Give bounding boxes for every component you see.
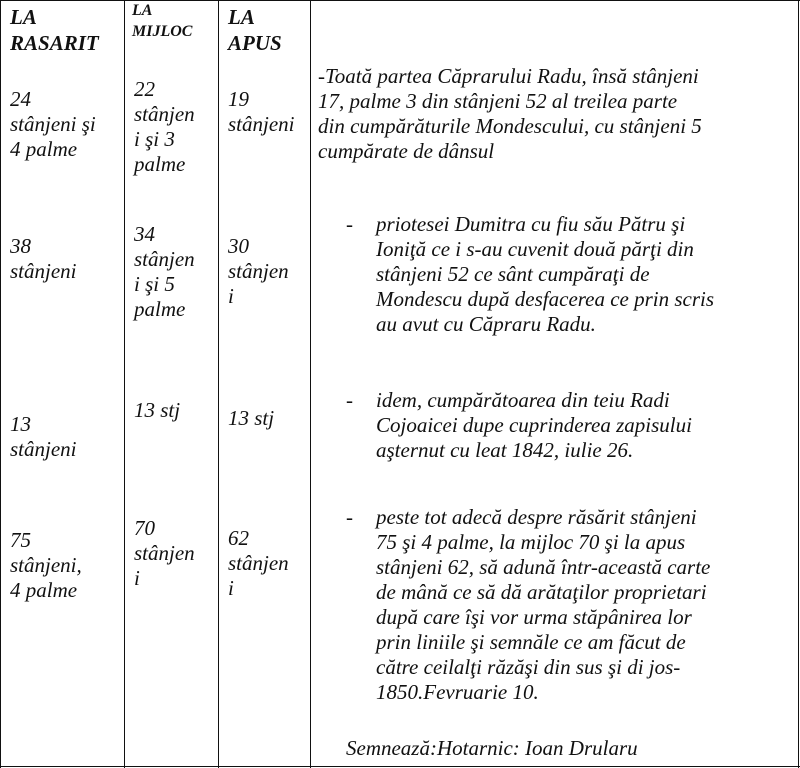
row2-desc-line: Mondescu după desfacerea ce prin scris: [376, 287, 715, 311]
table-top-border: [0, 0, 800, 1]
header-la-mijloc: LA MIJLOC: [132, 2, 193, 40]
header-la-rasarit: LA RASARIT: [10, 5, 99, 55]
row4-description: [376, 505, 710, 705]
row2-bullet-dash: -: [346, 212, 353, 236]
row4-apus: 62 stânjen i: [228, 526, 289, 600]
row1-apus: 19 stânjeni: [228, 87, 295, 136]
row4-desc-line: 1850.Fevruarie 10.: [376, 680, 539, 704]
row1-description: [318, 64, 702, 164]
table-bottom-border: [0, 766, 800, 767]
signature-line: Semnează:Hotarnic: Ioan Drularu: [346, 736, 638, 760]
column-divider-1: [124, 0, 125, 768]
row2-rasarit: 38 stânjeni: [10, 234, 77, 283]
column-divider-2: [218, 0, 219, 768]
row2-desc-line: priotesei Dumitra cu fiu său Pătru şi: [376, 212, 686, 236]
row2-apus: 30 stânjen i: [228, 234, 289, 308]
row4-desc-line: peste tot adecă despre răsărit stânjeni: [376, 505, 697, 529]
row2-desc-line: Ioniţă ce i s-au cuvenit două părţi din: [376, 237, 694, 261]
row3-bullet-dash: -: [346, 388, 353, 412]
row1-mijloc: 22 stânjen i şi 3 palme: [134, 77, 195, 176]
row1-desc-line: din cumpărăturile Mondescului, cu stânjeni 5: [318, 114, 702, 138]
row2-desc-line: au avut cu Căpraru Radu.: [376, 312, 596, 336]
row4-desc-line: de mână ce să dă arătaţilor proprietari: [376, 580, 707, 604]
row3-rasarit: 13 stânjeni: [10, 412, 77, 461]
row3-apus: 13 stj: [228, 406, 275, 430]
row4-bullet-dash: -: [346, 505, 353, 529]
row4-rasarit: 75 stânjeni, 4 palme: [10, 528, 82, 602]
row1-desc-line: 17, palme 3 din stânjeni 52 al treilea parte: [318, 89, 678, 113]
row3-desc-line: idem, cumpărătoarea din teiu Radi: [376, 388, 670, 412]
table-right-border: [798, 0, 799, 768]
row3-desc-line: Cojoaicei dupe cuprinderea zapisului: [376, 413, 692, 437]
row3-description: [376, 388, 692, 463]
row3-mijloc: 13 stj: [134, 398, 181, 422]
row4-desc-line: după care îşi vor urma stăpânirea lor: [376, 605, 692, 629]
row1-desc-line: cumpărate de dânsul: [318, 139, 495, 163]
table-left-border: [0, 0, 1, 768]
row4-desc-line: stânjeni 62, să adună într-această carte: [376, 555, 711, 579]
row3-desc-line: aşternut cu leat 1842, iulie 26.: [376, 438, 634, 462]
row4-desc-line: prin liniile şi semnăle ce am făcut de: [376, 630, 686, 654]
header-la-apus: LA APUS: [228, 5, 282, 55]
row4-desc-line: 75 şi 4 palme, la mijloc 70 şi la apus: [376, 530, 686, 554]
row2-desc-line: stânjeni 52 ce sânt cumpăraţi de: [376, 262, 650, 286]
row4-mijloc: 70 stânjen i: [134, 516, 195, 590]
row1-desc-line: -Toată partea Căprarului Radu, însă stânjeni: [318, 64, 699, 88]
row1-rasarit: 24 stânjeni şi 4 palme: [10, 87, 96, 161]
column-divider-3: [310, 0, 311, 768]
row2-description: [376, 212, 714, 337]
row2-mijloc: 34 stânjen i şi 5 palme: [134, 222, 195, 321]
row4-desc-line: către ceilalţi răzăşi din sus şi di jos-: [376, 655, 681, 679]
